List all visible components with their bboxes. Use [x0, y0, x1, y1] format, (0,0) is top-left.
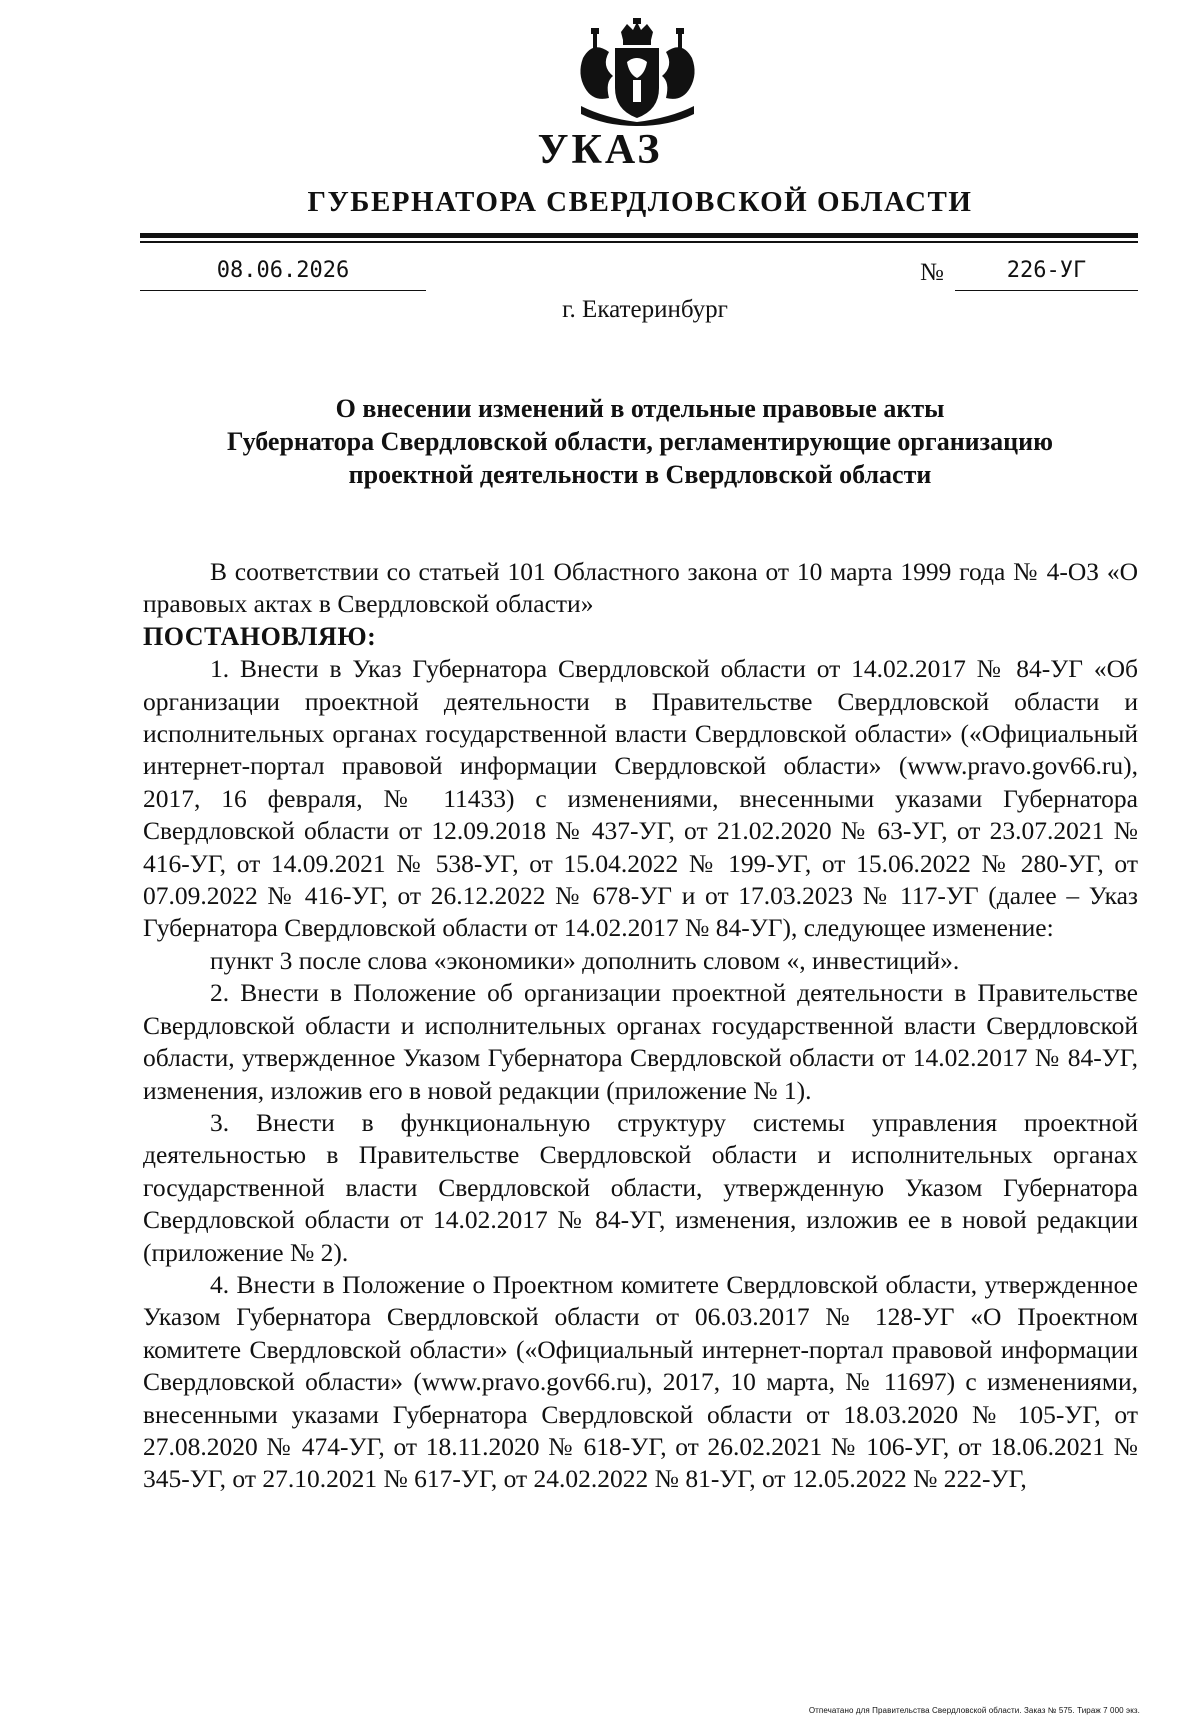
document-title-line: проектной деятельности в Свердловской области	[348, 460, 932, 489]
item-1-amendment: пункт 3 после слова «экономики» дополнить словом «, инвестиций».	[210, 945, 960, 975]
item-2-paragraph: 2. Внести в Положение об организации проектной деятельности в Правительстве Свердловской области и исполнительных органах государственной власти Свердловской области, утвержденное Указом Губернатора Свердловской области от 14.02.2017 № 84-УГ, изменения, изложив его в новой редакции (приложение № 1).	[143, 978, 1138, 1105]
header-divider-thin	[140, 241, 1138, 243]
print-note: Отпечатано для Правительства Свердловской области. Заказ № 575. Тираж 7 000 экз.	[808, 1706, 1140, 1715]
header-divider-thick	[140, 233, 1138, 238]
document-title-line: О внесении изменений в отдельные правовые акты	[335, 394, 945, 423]
document-type-title: УКАЗ	[537, 127, 663, 173]
item-4-paragraph: 4. Внести в Положение о Проектном комитете Свердловской области, утвержденное Указом Губернатора Свердловской области от 06.03.2017 № 128-УГ «О Проектном комитете Свердловской области» («Официальный интернет-портал правовой информации Свердловской области» (www.pravo.gov66.ru), 2017, 10 марта, № 11697) с изменениями, внесенными указами Губернатора Свердловской области от 18.03.2020 № 105-УГ, от 27.08.2020 № 474-УГ, от 18.11.2020 № 618-УГ, от 26.02.2021 № 106-УГ, от 18.06.2021 № 345-УГ, от 27.10.2021 № 617-УГ, от 24.02.2022 № 81-УГ, от 12.05.2022 № 222-УГ,	[143, 1269, 1138, 1494]
preamble-paragraph: В соответствии со статьей 101 Областного закона от 10 марта 1999 года № 4-ОЗ «О правовых актах в Свердловской области»	[143, 557, 1138, 619]
document-title-line: Губернатора Свердловской области, регламентирующие организацию	[227, 427, 1053, 456]
coat-of-arms-emblem	[575, 18, 700, 126]
number-sign: №	[920, 259, 944, 286]
item-3-paragraph: 3. Внести в функциональную структуру системы управления проектной деятельностью в Правительстве Свердловской области и исполнительных органах государственной власти Свердловской области, утвержденную Указом Губернатора Свердловской области от 14.02.2017 № 84-УГ, изменения, изложив ее в новой редакции (приложение № 2).	[143, 1107, 1138, 1267]
decree-date: 08.06.2026	[140, 256, 426, 291]
item-1-paragraph: 1. Внести в Указ Губернатора Свердловской области от 14.02.2017 № 84-УГ «Об организации проектной деятельности в Правительстве Свердловской области и исполнительных органах государственной власти Свердловской области» («Официальный интернет-портал правовой информации Свердловской области» (www.pravo.gov66.ru), 2017, 16 февраля, № 11433) с изменениями, внесенными указами Губернатора Свердловской области от 12.09.2018 № 437-УГ, от 21.02.2020 № 63-УГ, от 23.07.2021 № 416-УГ, от 14.09.2021 № 538-УГ, от 15.04.2022 № 199-УГ, от 15.06.2022 № 280-УГ, от 07.09.2022 № 416-УГ, от 26.12.2022 № 678-УГ и от 17.03.2023 № 117-УГ (далее – Указ Губернатора Свердловской области от 14.02.2017 № 84-УГ), следующее изменение:	[143, 654, 1138, 943]
document-title	[140, 392, 1140, 491]
document-body	[143, 556, 1138, 1496]
issue-city: г. Екатеринбург	[562, 296, 728, 323]
resolve-heading: ПОСТАНОВЛЯЮ:	[143, 621, 377, 651]
decree-number: 226-УГ	[955, 256, 1138, 291]
issuer-title: ГУБЕРНАТОРА СВЕРДЛОВСКОЙ ОБЛАСТИ	[307, 186, 973, 218]
